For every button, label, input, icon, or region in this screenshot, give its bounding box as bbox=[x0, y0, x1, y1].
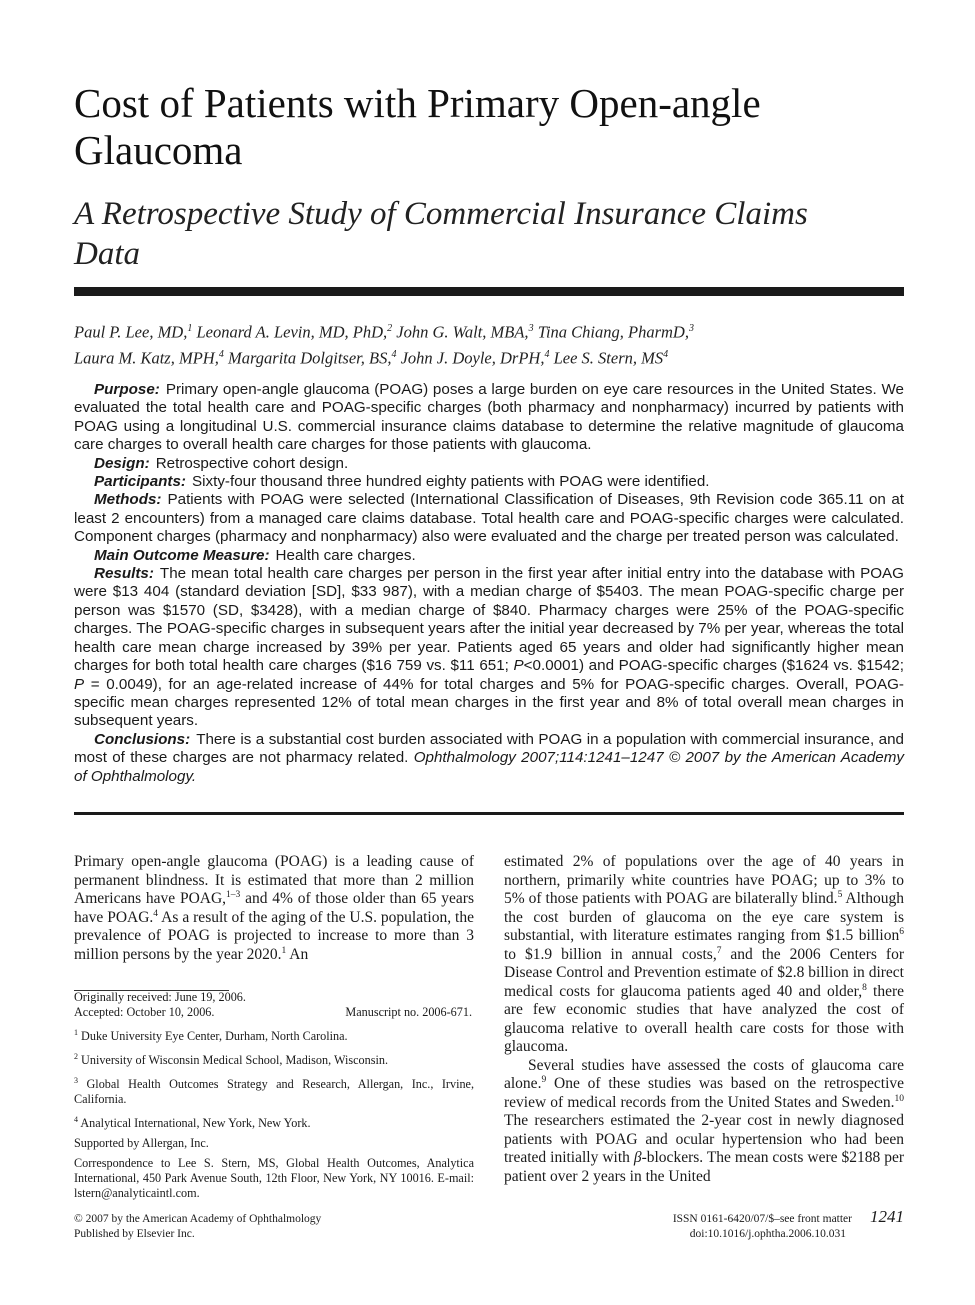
section-label: Design: bbox=[94, 454, 150, 472]
affiliation-marker: 2 bbox=[387, 323, 393, 334]
affiliation-marker: 1 bbox=[187, 323, 193, 334]
body-text: -blockers. The mean costs were $2188 per patient over 2 years in the United bbox=[504, 1149, 904, 1185]
body-paragraph bbox=[74, 853, 474, 964]
author-name: Laura M. Katz, MPH, bbox=[74, 348, 219, 367]
p-value-symbol: P bbox=[74, 675, 85, 693]
author-name: John G. Walt, MBA, bbox=[396, 322, 529, 342]
body-text: An bbox=[286, 945, 309, 963]
abstract-methods bbox=[74, 491, 904, 546]
manuscript-number: Manuscript no. 2006-671. bbox=[345, 1005, 472, 1019]
reference-marker: 1 bbox=[281, 945, 287, 956]
footnotes bbox=[74, 990, 474, 1206]
affiliation-marker: 4 bbox=[74, 1115, 78, 1125]
reference-marker: 5 bbox=[837, 889, 843, 900]
article-subtitle: A Retrospective Study of Commercial Insurance Claims Data bbox=[74, 196, 808, 272]
affiliation-1 bbox=[74, 1025, 474, 1044]
body-text: Several studies have assessed the costs of glaucoma care alone. bbox=[504, 1056, 904, 1092]
funding-statement: Supported by Allergan, Inc. bbox=[74, 1136, 209, 1151]
publisher-line: Published by Elsevier Inc. bbox=[74, 1228, 195, 1240]
abstract-purpose bbox=[74, 381, 904, 455]
affiliation-4 bbox=[74, 1112, 474, 1131]
section-label: Results: bbox=[94, 565, 154, 583]
accepted-line bbox=[74, 1005, 474, 1020]
body-paragraph bbox=[504, 853, 904, 1057]
body-text: there are few economic studies that have analyzed the cost of glaucoma relative to overall health care costs for those with glaucoma. bbox=[504, 982, 904, 1055]
section-text: Health care charges. bbox=[275, 546, 416, 564]
affiliation-3 bbox=[74, 1073, 474, 1107]
affiliation-marker: 1 bbox=[74, 1028, 78, 1037]
section-text: = 0.0049), for an age-related increase of 44% for total charges and 5% for POAG-specific charges. Overall, POAG-specific mean charges represented 12% of total mean charges in the first year and 8% of total overall mean charges in subsequent years. bbox=[74, 675, 904, 730]
section-text: There is a substantial cost burden associated with POAG in a population with commercial insurance, and most of these charges are not pharmacy related. bbox=[74, 730, 904, 767]
copyright-line: © 2007 by the American Academy of Ophthalmology bbox=[74, 1213, 322, 1225]
author-name: Margarita Dolgitser, BS, bbox=[227, 348, 392, 367]
body-text: Primary open-angle glaucoma (POAG) is a leading cause of permanent blindness. It is estimated that more than 2 million Americans have POAG, bbox=[74, 853, 474, 907]
doi: doi:10.1016/j.ophtha.2006.10.031 bbox=[689, 1228, 846, 1240]
abstract-conclusions bbox=[74, 731, 904, 786]
reference-marker: 8 bbox=[862, 982, 867, 993]
affiliation-marker: 3 bbox=[688, 323, 694, 334]
body-text: The researchers estimated the 2-year cost in newly diagnosed patients with POAG and ocular hypertension who had been treated initially with bbox=[504, 1112, 904, 1166]
reference-marker: 10 bbox=[894, 1093, 904, 1104]
affiliation-marker: 2 bbox=[74, 1052, 78, 1062]
article-title: Cost of Patients with Primary Open-angle Glaucoma bbox=[74, 80, 761, 173]
section-label: Purpose: bbox=[94, 381, 160, 398]
abstract-divider bbox=[74, 812, 904, 815]
section-text: Sixty-four thousand three hundred eighty patients with POAG were identified. bbox=[192, 473, 710, 491]
body-text: As a result of the aging of the U.S. population, the prevalence of POAG is projected to increase to more than 3 million persons by the year 2020. bbox=[74, 908, 474, 963]
author-name: Tina Chiang, PharmD, bbox=[537, 322, 689, 342]
body-text: estimated 2% of populations over the age of 40 years in northern, primarily white countries have POAG; up to 3% to 5% of those patients with POAG are bilaterally blind. bbox=[504, 853, 904, 907]
body-column-left bbox=[74, 853, 474, 964]
body-column-right bbox=[504, 853, 904, 1186]
section-label: Main Outcome Measure: bbox=[94, 546, 270, 564]
body-text: One of these studies was based on the retrospective review of medical records from the United States and Sweden. bbox=[504, 1075, 904, 1111]
affiliation-text: University of Wisconsin Medical School, Madison, Wisconsin. bbox=[81, 1053, 389, 1068]
reference-marker: 6 bbox=[899, 926, 904, 937]
reference-marker: 7 bbox=[716, 945, 722, 956]
beta-symbol: β bbox=[633, 1149, 642, 1166]
affiliation-text: Duke University Eye Center, Durham, North Carolina. bbox=[81, 1029, 348, 1044]
body-text: and 4% of those older than 65 years have POAG. bbox=[74, 890, 474, 926]
issn-line bbox=[600, 1209, 904, 1227]
abstract-results bbox=[74, 565, 904, 731]
reference-marker: 9 bbox=[541, 1074, 547, 1085]
author-name: Lee S. Stern, MS bbox=[553, 348, 664, 367]
accepted-date: Accepted: October 10, 2006. bbox=[74, 1005, 215, 1019]
affiliation-text: Global Health Outcomes Strategy and Research, Allergan, Inc., Irvine, California. bbox=[74, 1077, 475, 1107]
footer-left bbox=[74, 1212, 474, 1242]
body-text: and the 2006 Centers for Disease Control and Prevention estimate of $2.8 billion in direct medical costs for glaucoma patients aged 40 and older, bbox=[504, 945, 904, 1000]
affiliation-marker: 4 bbox=[544, 348, 550, 360]
affiliation-marker: 4 bbox=[218, 348, 224, 360]
body-paragraph bbox=[504, 1057, 904, 1187]
journal-citation: Ophthalmology 2007;114:1241–1247 © 2007 by the American Academy of Ophthalmology. bbox=[74, 749, 904, 785]
section-text: Patients with POAG were selected (International Classification of Diseases, 9th Revision code 365.11 on at least 2 encounters) from a managed care claims database. Total health care and POAG-specific charges were calculated. Component charges (pharmacy and nonpharmacy) also were evaluated and the charge per treated person was calculated. bbox=[74, 491, 904, 546]
section-text: Retrospective cohort design. bbox=[155, 454, 349, 472]
page-number: 1241 bbox=[870, 1207, 904, 1226]
section-text: The mean total health care charges per person in the first year after initial entry into the database with POAG were $13 404 (standard deviation [SD], $33 987), with a median charge of $5403. The mean POAG-specific charge per person was $1570 (SD, $3428), with a median charge of $840. Pharmacy charges were 25% of the POAG-specific charges. The POAG-specific charges in subsequent years after the initial year decreased by 7% per year, whereas the total health care mean charge increased by 39% per year. Patients aged 65 years and older had significantly higher mean charges for both total health care charges ($16 759 vs. $11 651; bbox=[74, 565, 904, 675]
section-text: Primary open-angle glaucoma (POAG) poses a large burden on eye care resources in the United States. We evaluated the total health care and POAG-specific charges (both pharmacy and nonpharmacy) incurred by patients with POAG using a longitudinal U.S. commercial insurance claims database to determine the relative magnitude of glaucoma care charges to overall health care charges for those patients with glaucoma. bbox=[74, 381, 904, 454]
author-list bbox=[74, 318, 904, 369]
author-name: Leonard A. Levin, MD, PhD, bbox=[196, 322, 388, 342]
abstract bbox=[74, 381, 904, 786]
affiliation-text: Analytical International, New York, New York. bbox=[80, 1116, 311, 1131]
section-label: Participants: bbox=[94, 473, 186, 491]
author-name: John J. Doyle, DrPH, bbox=[400, 348, 545, 367]
footer-right bbox=[600, 1209, 904, 1242]
body-text: to $1.9 billion in annual costs, bbox=[504, 945, 717, 963]
reference-marker: 4 bbox=[153, 908, 159, 919]
affiliation-marker: 4 bbox=[391, 348, 397, 360]
affiliation-marker: 3 bbox=[74, 1076, 78, 1086]
affiliation-marker: 3 bbox=[528, 323, 534, 334]
issn: ISSN 0161-6420/07/$–see front matter bbox=[672, 1213, 852, 1225]
body-text: Although the cost burden of glaucoma on the eye care system is substantial, with literature estimates ranging from $1.5 billion bbox=[504, 890, 904, 944]
affiliation-marker: 4 bbox=[663, 348, 669, 360]
section-text: <0.0001) and POAG-specific charges ($1624 vs. $1542; bbox=[523, 657, 904, 675]
reference-marker: 1–3 bbox=[226, 889, 241, 900]
abstract-design bbox=[74, 455, 904, 473]
received-date: Originally received: June 19, 2006. bbox=[74, 990, 246, 1004]
title-divider bbox=[74, 287, 904, 296]
correspondence: Correspondence to Lee S. Stern, MS, Global Health Outcomes, Analytica International, 450 Park Avenue South, 12th Floor, New York, NY 10016. E-mail: lstern@analyticaintl.com. bbox=[74, 1156, 474, 1201]
abstract-participants bbox=[74, 473, 904, 491]
affiliation-2 bbox=[74, 1049, 474, 1068]
section-label: Methods: bbox=[94, 491, 162, 509]
author-name: Paul P. Lee, MD, bbox=[74, 322, 188, 342]
abstract-outcome bbox=[74, 547, 904, 565]
p-value-symbol: P bbox=[513, 657, 524, 675]
section-label: Conclusions: bbox=[94, 730, 191, 748]
